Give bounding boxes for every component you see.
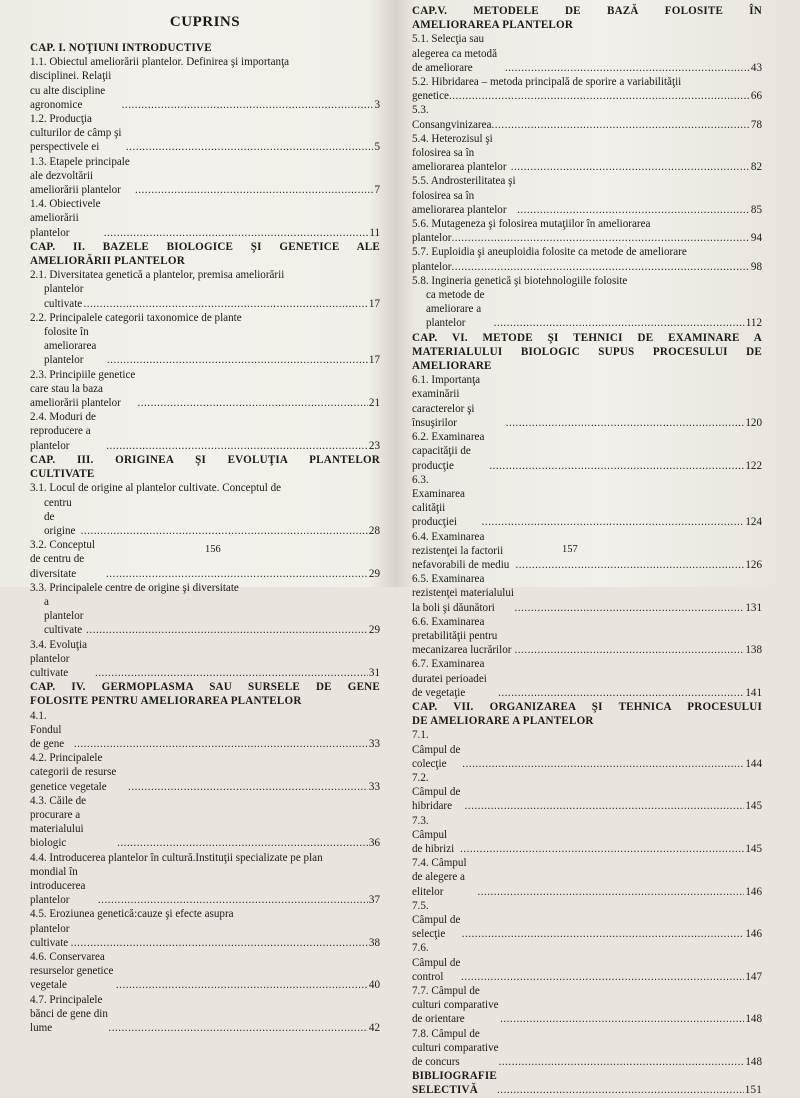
toc-entry-text: 4.2. Principalele categorii de resurse genetice vegetale: [30, 752, 117, 793]
toc-entry-text: 2.4. Moduri de reproducere a plantelor: [30, 411, 96, 452]
toc-entry-text: 7.4. Câmpul de alegere a elitelor: [412, 857, 467, 898]
toc-page-number: 37: [368, 894, 380, 907]
toc-entry-text: 4.3. Căile de procurare a materialului biologic: [30, 794, 87, 850]
toc-page-number: 43: [750, 61, 762, 74]
toc-entry-text: 6.4. Examinarea rezistenţei la factorii nefavorabili de mediu: [412, 530, 510, 571]
toc-page-number: 17: [368, 354, 380, 367]
toc-entry: [412, 771, 762, 814]
toc-page-number: 146: [745, 928, 762, 941]
toc-entry: [30, 709, 380, 752]
toc-entry-text: 1.4. Obiectivele ameliorării plantelor: [30, 198, 101, 239]
toc-page-number: 141: [745, 686, 762, 699]
toc-entry-text: 6.6. Examinarea pretabilităţii pentru mecanizarea lucrărilor: [412, 615, 512, 657]
page-number: 157: [562, 544, 578, 555]
toc-entry-text: 4.1. Fondul de gene: [30, 709, 65, 750]
toc-entry-text: 5.1. Selecţia sau alegerea ca metodă de ameliorare: [412, 33, 497, 74]
toc-entry: [412, 260, 762, 274]
toc-page-number: 78: [750, 118, 762, 131]
toc-entry: [412, 430, 762, 473]
toc-entry: [412, 132, 762, 175]
toc-page-number: 147: [745, 970, 762, 983]
toc-entry: [30, 155, 380, 198]
toc-entry: [30, 496, 380, 539]
toc-entry: [412, 856, 762, 899]
toc-entry-text: plantelor: [412, 232, 452, 245]
toc-page-number: 148: [745, 1013, 762, 1026]
right-page: [402, 0, 800, 1097]
toc-page-number: 146: [745, 885, 762, 898]
toc-page-number: 3: [374, 98, 380, 111]
chapter-heading: CAP. II. BAZELE BIOLOGICE ŞI GENETICE ALE: [30, 240, 380, 253]
toc-entry-text: mondial în introducerea plantelor: [30, 865, 86, 907]
toc-page-number: 38: [368, 936, 380, 949]
toc-entry-text: 7.2. Câmpul de hibridare: [412, 771, 461, 813]
toc-entry-text: 7.6. Câmpul de control: [412, 942, 461, 983]
bibliography-heading: BIBLIOGRAFIE SELECTIVĂ: [412, 1070, 498, 1097]
toc-entry-text: 6.2. Examinarea capacităţii de producţie: [412, 431, 485, 472]
toc-page-number: 122: [745, 459, 762, 472]
chapter-heading: CAP. VI. METODE ŞI TEHNICI DE EXAMINARE A: [412, 331, 762, 344]
toc-entry: [30, 638, 380, 681]
toc-page-number: 28: [368, 524, 380, 537]
toc-page-number: 5: [374, 141, 380, 154]
chapter-heading: AMELIORARE: [412, 360, 492, 373]
toc-entry: [30, 950, 380, 993]
toc-entry-text: 2.2. Principalele categorii taxonomice de plante: [30, 311, 242, 324]
toc-entry-text: 2.3. Principiile genetice care stau la baza ameliorării plantelor: [30, 368, 136, 410]
chapter-heading: CAP. I. NOŢIUNI INTRODUCTIVE: [30, 42, 212, 54]
toc-page-number: 33: [368, 737, 380, 750]
toc-page-number: 144: [745, 757, 762, 770]
toc-page-number: 151: [744, 1084, 762, 1097]
chapter-heading: CULTIVATE: [30, 468, 95, 481]
toc-page-number: 11: [369, 226, 380, 239]
toc-entry-text: 4.6. Conservarea resurselor genetice vegetale: [30, 951, 114, 992]
toc-entry: [412, 572, 762, 615]
toc-entry: [412, 899, 762, 942]
toc-entry-text: 6.3. Examinarea calităţii producţiei: [412, 473, 465, 529]
toc-entry-text: 3.2. Conceptul de centru de diversitate: [30, 539, 96, 580]
toc-entry: [412, 103, 762, 131]
toc-entry-text: 5.7. Euploidia şi aneuploidia folosite ca metode de ameliorare: [412, 246, 687, 259]
toc-page-number: 131: [745, 601, 762, 614]
page-title: CUPRINS: [169, 14, 241, 30]
toc-entry: [412, 615, 762, 658]
toc-page-number: 66: [750, 90, 762, 103]
toc-page-number: 98: [750, 260, 762, 273]
toc-entry-text: plantelor cultivate: [30, 922, 70, 949]
toc-entry: [30, 368, 380, 411]
toc-entry-text: 1.1. Obiectul ameliorării plantelor. Definirea şi importanţa: [30, 56, 290, 69]
toc-entry: [30, 865, 380, 908]
toc-page-number: 17: [368, 297, 380, 310]
toc-entry: [412, 288, 762, 331]
chapter-heading: DE AMELIORARE A PLANTELOR: [412, 715, 594, 728]
toc-entry-text: 4.5. Eroziunea genetică:cauze şi efecte asupra: [30, 908, 234, 921]
toc-page-number: 126: [745, 558, 762, 571]
toc-entry: [30, 922, 380, 950]
toc-page-number: 82: [750, 161, 762, 174]
toc-page-number: 124: [745, 516, 762, 529]
toc-entry: [412, 728, 762, 771]
toc-entry: [30, 69, 380, 112]
chapter-heading: CAP.V. METODELE DE BAZĂ FOLOSITE ÎN: [412, 5, 762, 17]
toc-page-number: 94: [750, 232, 762, 245]
toc-entry: [30, 751, 380, 794]
toc-page-number: 36: [368, 837, 380, 850]
toc-entry: [30, 325, 380, 368]
toc-entry-text: 6.1. Importanţa examinării caracterelor şi însuşirilor: [412, 374, 481, 429]
toc-entry: [412, 530, 762, 573]
toc-entry-text: 1.3. Etapele principale ale dezvoltării ameliorării plantelor: [30, 155, 130, 197]
chapter-heading: CAP. VII. ORGANIZAREA ŞI TEHNICA PROCESULUI: [412, 700, 762, 713]
toc-entry: [30, 410, 380, 453]
toc-page-number: 33: [368, 780, 380, 793]
toc-entry-text: 1.2. Producţia culturilor de câmp şi perspectivele ei: [30, 113, 122, 154]
toc-entry-text: 5.5. Androsterilitatea şi folosirea sa în ameliorarea plantelor: [412, 175, 516, 216]
toc-entry-text: 5.3. Consangvinizarea: [412, 104, 492, 131]
table-of-contents-right: [412, 4, 762, 1098]
page-number: 156: [205, 544, 221, 555]
toc-entry-text: 4.4. Introducerea plantelor în cultură.Instituţii specializate pe plan: [30, 851, 323, 864]
toc-page-number: 31: [368, 666, 380, 679]
toc-entry-text: 2.1. Diversitatea genetică a plantelor, premisa ameliorării: [30, 269, 285, 282]
toc-entry: [30, 595, 380, 638]
toc-entry-text: 7.3. Câmpul de hibrizi: [412, 814, 455, 855]
toc-page-number: 42: [368, 1022, 380, 1035]
toc-page-number: 7: [374, 184, 380, 197]
toc-page-number: 145: [745, 800, 762, 813]
toc-entry-text: 5.6. Mutageneza şi folosirea mutaţiilor în ameliorarea: [412, 218, 651, 231]
toc-entry-text: 3.1. Locul de origine al plantelor cultivate. Conceptul de: [30, 482, 282, 495]
toc-entry: [412, 32, 762, 75]
toc-entry: [30, 112, 380, 155]
chapter-heading: AMELIORĂRII PLANTELOR: [30, 255, 185, 268]
toc-entry-text: 3.3. Principalele centre de origine şi diversitate: [30, 581, 239, 594]
toc-entry: [412, 174, 762, 217]
toc-entry-text: 7.5. Câmpul de selecţie: [412, 899, 461, 941]
toc-entry: [412, 473, 762, 530]
toc-entry-text: 5.4. Heterozisul şi folosirea sa în ameliorarea plantelor: [412, 132, 507, 174]
toc-entry-text: 5.2. Hibridarea – metoda principală de sporire a variabilităţii: [412, 76, 682, 89]
toc-entry: [412, 984, 762, 1027]
toc-page-number: 23: [368, 439, 380, 452]
toc-entry: [412, 1027, 762, 1070]
toc-page-number: 138: [745, 644, 762, 657]
toc-page-number: 21: [368, 397, 380, 410]
chapter-heading: AMELIORAREA PLANTELOR: [412, 19, 574, 32]
toc-entry: [412, 373, 762, 430]
toc-page-number: 112: [745, 317, 762, 330]
toc-entry-text: folosite în ameliorarea plantelor: [44, 326, 97, 367]
toc-entry-text: plantelor cultivate: [44, 283, 84, 310]
toc-entry: [412, 89, 762, 103]
toc-entry-text: 7.8. Câmpul de culturi comparative de concurs: [412, 1027, 499, 1069]
toc-page-number: 145: [745, 842, 762, 855]
chapter-heading: CAP. III. ORIGINEA ŞI EVOLUŢIA PLANTELOR: [30, 453, 380, 466]
toc-entry-text: a plantelor cultivate: [44, 595, 84, 637]
toc-entry-text: 4.7. Principalele bănci de gene din lume: [30, 993, 108, 1035]
toc-entry-text: 3.4. Evoluţia plantelor cultivate: [30, 638, 88, 679]
table-of-contents-left: [30, 41, 380, 1035]
toc-page-number: 29: [368, 624, 380, 637]
toc-entry-text: centru de origine: [44, 496, 76, 537]
toc-entry-text: disciplinei. Relaţii cu alte discipline agronomice: [30, 70, 112, 111]
toc-entry: [412, 657, 762, 700]
toc-entry: [30, 197, 380, 240]
chapter-heading: FOLOSITE PENTRU AMELIORAREA PLANTELOR: [30, 695, 302, 708]
toc-entry-text: 7.1. Câmpul de colecţie: [412, 729, 461, 770]
chapter-heading: CAP. IV. GERMOPLASMA SAU SURSELE DE GENE: [30, 681, 380, 694]
toc-page-number: 85: [750, 203, 762, 216]
left-page: [0, 0, 398, 1035]
toc-entry: [30, 282, 380, 310]
toc-page-number: 40: [368, 979, 380, 992]
toc-entry-text: plantelor: [412, 260, 452, 273]
toc-entry-text: genetice: [412, 90, 449, 103]
toc-entry: [412, 231, 762, 245]
toc-page-number: 120: [745, 416, 762, 429]
toc-entry: [412, 941, 762, 984]
toc-page-number: 29: [368, 567, 380, 580]
toc-entry: [30, 794, 380, 851]
toc-entry-text: 6.5. Examinarea rezistenţei materialului la boli şi dăunători: [412, 573, 514, 614]
chapter-heading: MATERIALULUI BIOLOGIC SUPUS PROCESULUI DE: [412, 345, 762, 358]
toc-page-number: 148: [745, 1056, 762, 1069]
toc-entry: [412, 814, 762, 857]
toc-entry-text: 5.8. Ingineria genetică şi biotehnologiile folosite: [412, 274, 628, 287]
toc-entry-bibliography: [412, 1069, 762, 1097]
toc-entry-text: ca metode de ameliorare a plantelor: [426, 289, 485, 330]
toc-entry-text: 7.7. Câmpul de culturi comparative de orientare: [412, 985, 499, 1026]
toc-entry-text: 6.7. Examinarea duratei perioadei de vegetaţie: [412, 658, 487, 699]
toc-entry: [30, 993, 380, 1036]
